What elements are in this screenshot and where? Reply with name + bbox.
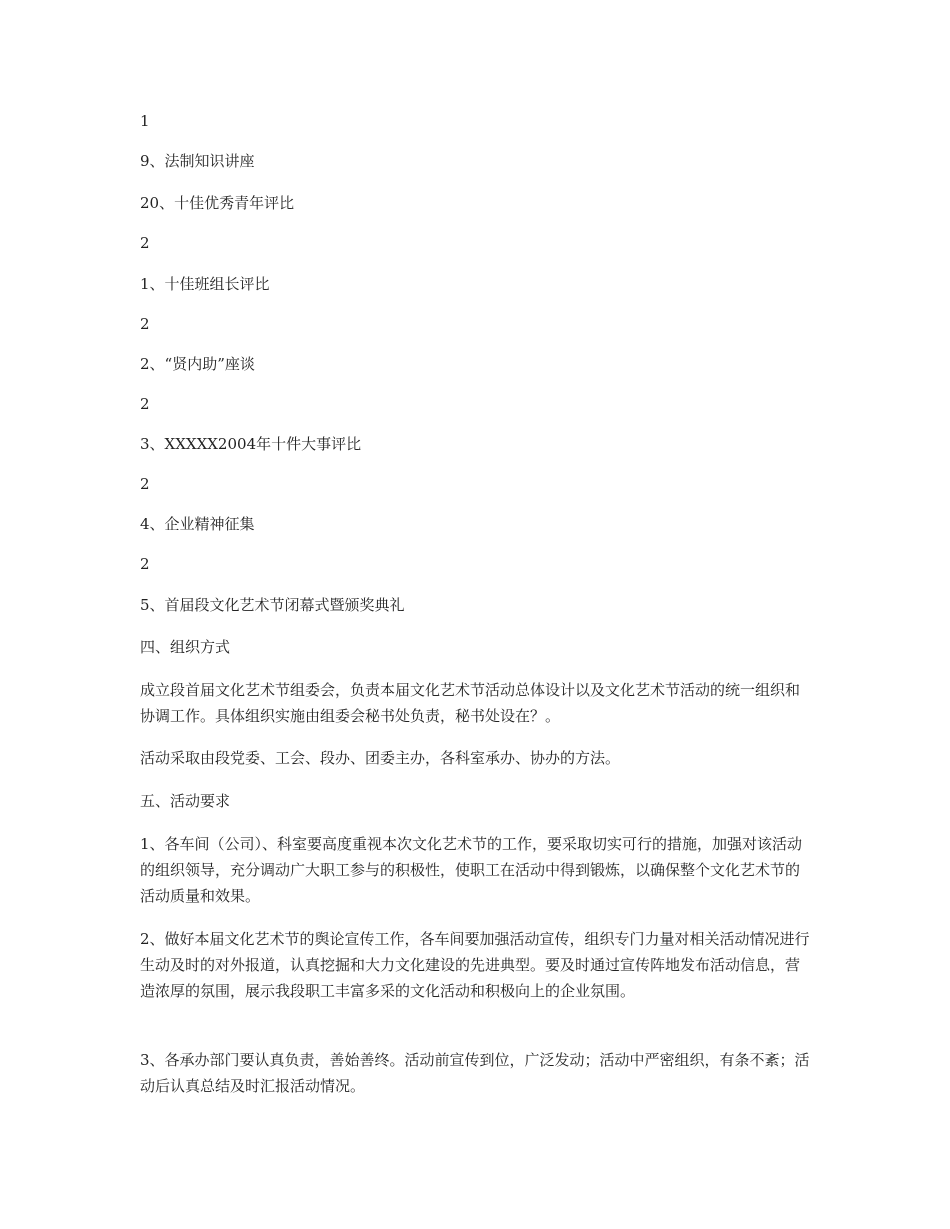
- list-line-2e: 2: [140, 555, 150, 573]
- list-line-2b: 2: [140, 315, 150, 333]
- list-line-2c: 2: [140, 395, 150, 413]
- requirement-3: 3、各承办部门要认真负责，善始善终。活动前宣传到位，广泛发动；活动中严密组织，有条不紊；活动后认真总结及时汇报活动情况。: [140, 1051, 810, 1095]
- requirement-1: 1、各车间（公司）、科室要高度重视本次文化艺术节的工作，要采取切实可行的措施，加强对该活动的组织领导，充分调动广大职工参与的积极性，使职工在活动中得到锻炼，以确保整个文化艺术节的活动质量和效果。: [140, 835, 803, 905]
- list-item-top-ten-events: 3、XXXXX2004年十件大事评比: [140, 435, 362, 453]
- list-item-spirit-collection: 4、企业精神征集: [140, 515, 255, 533]
- list-line-2d: 2: [140, 475, 150, 493]
- list-item-youth-selection: 20、十佳优秀青年评比: [140, 194, 295, 212]
- document-page: [140, 0, 810, 1229]
- list-item-team-leader-selection: 1、十佳班组长评比: [140, 275, 270, 293]
- org-paragraph-1: 成立段首届文化艺术节组委会，负责本届文化艺术节活动总体设计以及文化艺术节活动的统一组织和协调工作。具体组织实施由组委会秘书处负责，秘书处设在？。: [140, 681, 801, 725]
- list-item-closing-ceremony: 5、首届段文化艺术节闭幕式暨颁奖典礼: [140, 596, 405, 614]
- list-item-spouse-forum: 2、“贤内助”座谈: [140, 355, 255, 373]
- section-4-heading: 四、组织方式: [140, 638, 231, 656]
- requirement-2: 2、做好本届文化艺术节的舆论宣传工作，各车间要加强活动宣传，组织专门力量对相关活动情况进行生动及时的对外报道，认真挖掘和大力文化建设的先进典型。要及时通过宣传阵地发布活动信息，营造浓厚的氛围，展示我段职工丰富多采的文化活动和积极向上的企业氛围。: [140, 930, 810, 1000]
- org-paragraph-2: 活动采取由段党委、工会、段办、团委主办，各科室承办、协办的方法。: [140, 749, 621, 767]
- list-line-1: 1: [140, 112, 150, 130]
- list-line-2a: 2: [140, 234, 150, 252]
- section-5-heading: 五、活动要求: [140, 792, 231, 810]
- list-item-legal-lecture: 9、法制知识讲座: [140, 152, 255, 170]
